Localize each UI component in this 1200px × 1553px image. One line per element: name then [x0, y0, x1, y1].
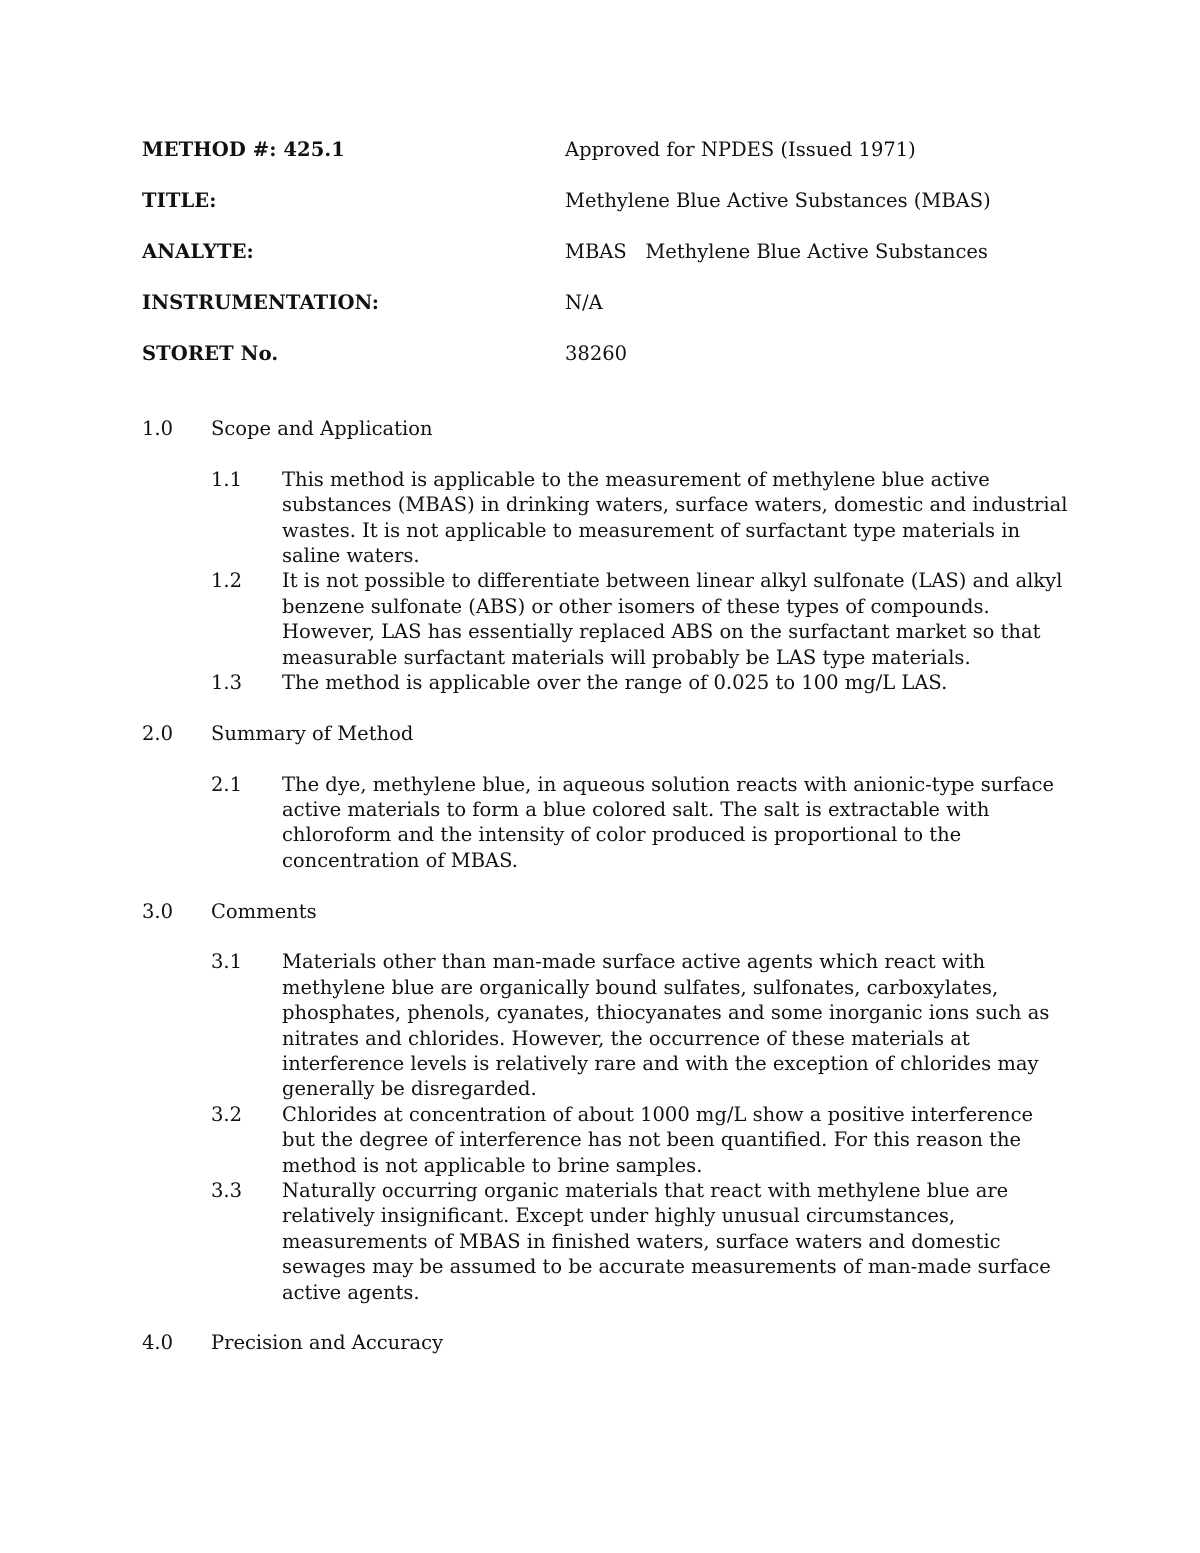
paragraph-3-1: [211, 949, 1062, 1101]
text-line: It is not possible to differentiate between linear alkyl sulfonate (LAS) and alkyl: [282, 569, 1063, 593]
section-comments: [142, 899, 1062, 1305]
section-heading: [142, 721, 1062, 746]
text-line: The method is applicable over the range of 0.025 to 100 mg/L LAS.: [282, 671, 948, 695]
text-line: but the degree of interference has not been quantified. For this reason the: [282, 1128, 1022, 1152]
text-line: sewages may be assumed to be accurate measurements of man-made surface: [282, 1255, 1051, 1279]
paragraph-number: 3.1: [211, 950, 243, 974]
text-line: generally be disregarded.: [282, 1077, 537, 1101]
section-summary-of-method: [142, 721, 1062, 873]
paragraph-number: 1.3: [211, 671, 243, 695]
text-line: Naturally occurring organic materials that react with methylene blue are: [282, 1179, 1009, 1203]
text-line: methylene blue are organically bound sulfates, sulfonates, carboxylates,: [282, 975, 999, 999]
document-body: [142, 416, 1068, 1381]
paragraph-1-2: [211, 568, 1062, 670]
text-line: chloroform and the intensity of color produced is proportional to the: [282, 823, 962, 847]
paragraph-text: [282, 568, 1062, 670]
section-heading: [142, 416, 1062, 441]
text-line: measurements of MBAS in finished waters, surface waters and domestic: [282, 1229, 1001, 1253]
header-value: MBAS Methylene Blue Active Substances: [565, 240, 988, 263]
text-line: phosphates, phenols, cyanates, thiocyanates and some inorganic ions such as: [282, 1001, 1050, 1025]
section-number: 1.0: [142, 417, 174, 440]
paragraph-number: 3.3: [211, 1179, 243, 1203]
paragraph-number: 1.1: [211, 467, 243, 491]
paragraph-text: [282, 1102, 1062, 1178]
section-items: [211, 467, 1068, 696]
paragraph-text: [282, 467, 1067, 569]
paragraph-2-1: [211, 772, 1062, 874]
text-line: benzene sulfonate (ABS) or other isomers of these types of compounds.: [282, 594, 990, 618]
section-heading: [142, 1330, 1062, 1355]
text-line: This method is applicable to the measurement of methylene blue active: [282, 467, 990, 491]
section-number: 4.0: [142, 1331, 174, 1355]
text-line: Materials other than man-made surface active agents which react with: [282, 950, 986, 974]
header-row-storet: [142, 340, 1102, 391]
header-row-instrumentation: [142, 289, 1102, 340]
section-title: Scope and Application: [211, 417, 433, 440]
section-precision-and-accuracy: [142, 1330, 1062, 1355]
header-value: N/A: [565, 291, 603, 314]
header-label: ANALYTE:: [142, 240, 254, 263]
text-line: nitrates and chlorides. However, the occurrence of these materials at: [282, 1026, 970, 1050]
header-label: STORET No.: [142, 342, 279, 365]
text-line: substances (MBAS) in drinking waters, surface waters, domestic and industrial: [282, 493, 1068, 517]
header-value: Methylene Blue Active Substances (MBAS): [565, 189, 991, 212]
paragraph-number: 2.1: [211, 772, 243, 796]
text-line: The dye, methylene blue, in aqueous solution reacts with anionic-type surface: [282, 772, 1054, 796]
paragraph-3-3: [211, 1178, 1062, 1305]
header-row-method: [142, 136, 1102, 187]
section-items: [211, 772, 1062, 874]
section-number: 3.0: [142, 899, 174, 923]
header-label: METHOD #: 425.1: [142, 138, 345, 161]
text-line: active agents.: [282, 1280, 420, 1304]
text-line: active materials to form a blue colored salt. The salt is extractable with: [282, 798, 990, 822]
section-title: Summary of Method: [211, 721, 414, 745]
text-line: saline waters.: [282, 544, 420, 567]
header-label: TITLE:: [142, 189, 217, 212]
paragraph-number: 3.2: [211, 1102, 243, 1126]
text-line: interference levels is relatively rare and with the exception of chlorides may: [282, 1052, 1039, 1076]
paragraph-text: [282, 1178, 1062, 1305]
header-value: Approved for NPDES (Issued 1971): [565, 138, 916, 161]
paragraph-number: 1.2: [211, 569, 243, 593]
section-scope-and-application: [142, 416, 1068, 695]
paragraph-text: [282, 670, 1062, 695]
paragraph-1-3: [211, 670, 1062, 695]
text-line: However, LAS has essentially replaced ABS on the surfactant market so that: [282, 620, 1041, 644]
text-line: wastes. It is not applicable to measurement of surfactant type materials in: [282, 518, 1021, 542]
paragraph-text: [282, 949, 1062, 1101]
text-line: Chlorides at concentration of about 1000 mg/L show a positive interference: [282, 1102, 1034, 1126]
header-row-title: [142, 187, 1102, 238]
text-line: method is not applicable to brine samples.: [282, 1153, 703, 1177]
header-label: INSTRUMENTATION:: [142, 291, 380, 314]
section-items: [211, 949, 1062, 1305]
paragraph-text: [282, 772, 1062, 874]
section-number: 2.0: [142, 721, 174, 745]
text-line: concentration of MBAS.: [282, 848, 518, 872]
text-line: measurable surfactant materials will probably be LAS type materials.: [282, 645, 971, 669]
section-heading: [142, 899, 1062, 924]
method-header: [142, 136, 1102, 391]
section-title: Comments: [211, 899, 317, 923]
paragraph-1-1: [211, 467, 1068, 569]
header-value: 38260: [565, 342, 628, 365]
paragraph-3-2: [211, 1102, 1062, 1178]
header-row-analyte: [142, 238, 1102, 289]
section-title: Precision and Accuracy: [211, 1331, 444, 1355]
text-line: relatively insignificant. Except under highly unusual circumstances,: [282, 1204, 956, 1228]
